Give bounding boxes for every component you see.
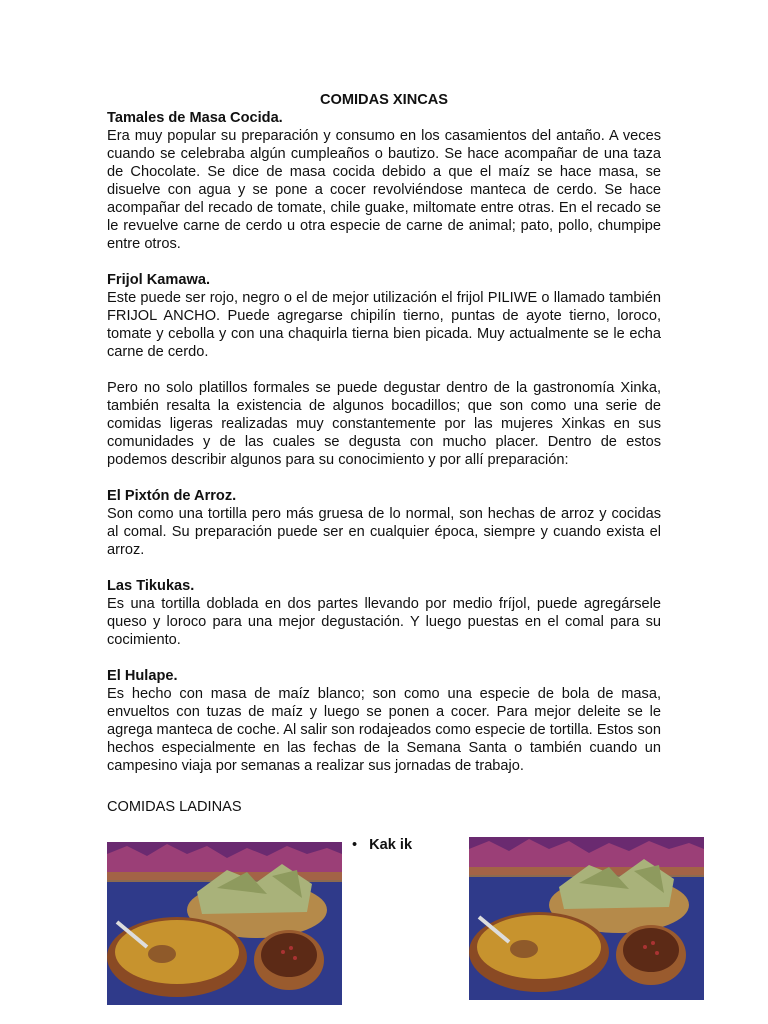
food-photo-left bbox=[107, 842, 342, 1005]
kak-ik-dish-image bbox=[107, 842, 342, 1005]
section-heading-hulape: El Hulape. bbox=[107, 668, 178, 684]
section-heading-tamales: Tamales de Masa Cocida. bbox=[107, 110, 283, 126]
section-body-tikukas: Es una tortilla doblada en dos partes llevando por medio fríjol, puede agregársele queso y loroco para una mejor degustación. Y luego puestas en el comal para su cocimiento. bbox=[107, 596, 661, 648]
section-body-bocadillos: Pero no solo platillos formales se puede degustar dentro de la gastronomía Xinka, también resalta la existencia de algunos bocadillos; que son como una serie de comidas ligeras realizadas muy constantemente por las mujeres Xinkas en sus comunidades y de las cuales se degusta con mucho placer. Dentro de estos podemos describir algunos para su conocimiento y por allí preparación: bbox=[107, 380, 661, 468]
section-body-hulape: Es hecho con masa de maíz blanco; son como una especie de bola de masa, envueltos con tuzas de maíz y luego se ponen a cocer. Para mejor deleite se le agrega manteca de coche. Al salir son rodajeados como especie de tortilla. Estos son hechos especialmente en las fechas de la Semana Santa o también cuando un campesino viaja por semanas a realizar sus jornadas de trabajo. bbox=[107, 686, 661, 774]
food-photo-right bbox=[469, 837, 704, 1000]
section-body-pixton: Son como una tortilla pero más gruesa de lo normal, son hechas de arroz y cocidas al comal. Su preparación puede ser en cualquier época, siempre y cuando exista el arroz. bbox=[107, 506, 661, 558]
comidas-ladinas-heading: COMIDAS LADINAS bbox=[107, 799, 242, 815]
section-heading-pixton: El Pixtón de Arroz. bbox=[107, 488, 237, 504]
kak-ik-dish-image-copy bbox=[469, 837, 704, 1000]
section-body-tamales: Era muy popular su preparación y consumo en los casamientos del antaño. A veces cuando se celebraba algún cumpleaños o bautizo. Se hace acompañar de una taza de Chocolate. Se dice de masa cocida debido a que el maíz se hace masa, se disuelve con agua y se pone a cocer revolviéndose manteca de cerdo. Se hace acompañar del recado de tomate, chile guake, miltomate entre otras. En el recado se le revuelve carne de cerdo u otra especie de carne de animal; pato, pollo, chumpipe entre otros. bbox=[107, 128, 661, 252]
bullet-item-label: Kak ik bbox=[369, 837, 413, 853]
bullet-item-kak-ik bbox=[352, 836, 412, 854]
section-body-frijol: Este puede ser rojo, negro o el de mejor utilización el frijol PILIWE o llamado también FRIJOL ANCHO. Puede agregarse chipilín tierno, puntas de ayote tierno, loroco, tomate y cebolla y con una chaquirla tierna bien picada. Muy actualmente se le echa carne de cerdo. bbox=[107, 290, 661, 360]
document-title: COMIDAS XINCAS bbox=[319, 92, 449, 108]
document-body bbox=[107, 91, 661, 775]
section-heading-tikukas: Las Tikukas. bbox=[107, 578, 195, 594]
section-heading-frijol: Frijol Kamawa. bbox=[107, 272, 210, 288]
bullet-dot-icon: • bbox=[352, 837, 358, 853]
